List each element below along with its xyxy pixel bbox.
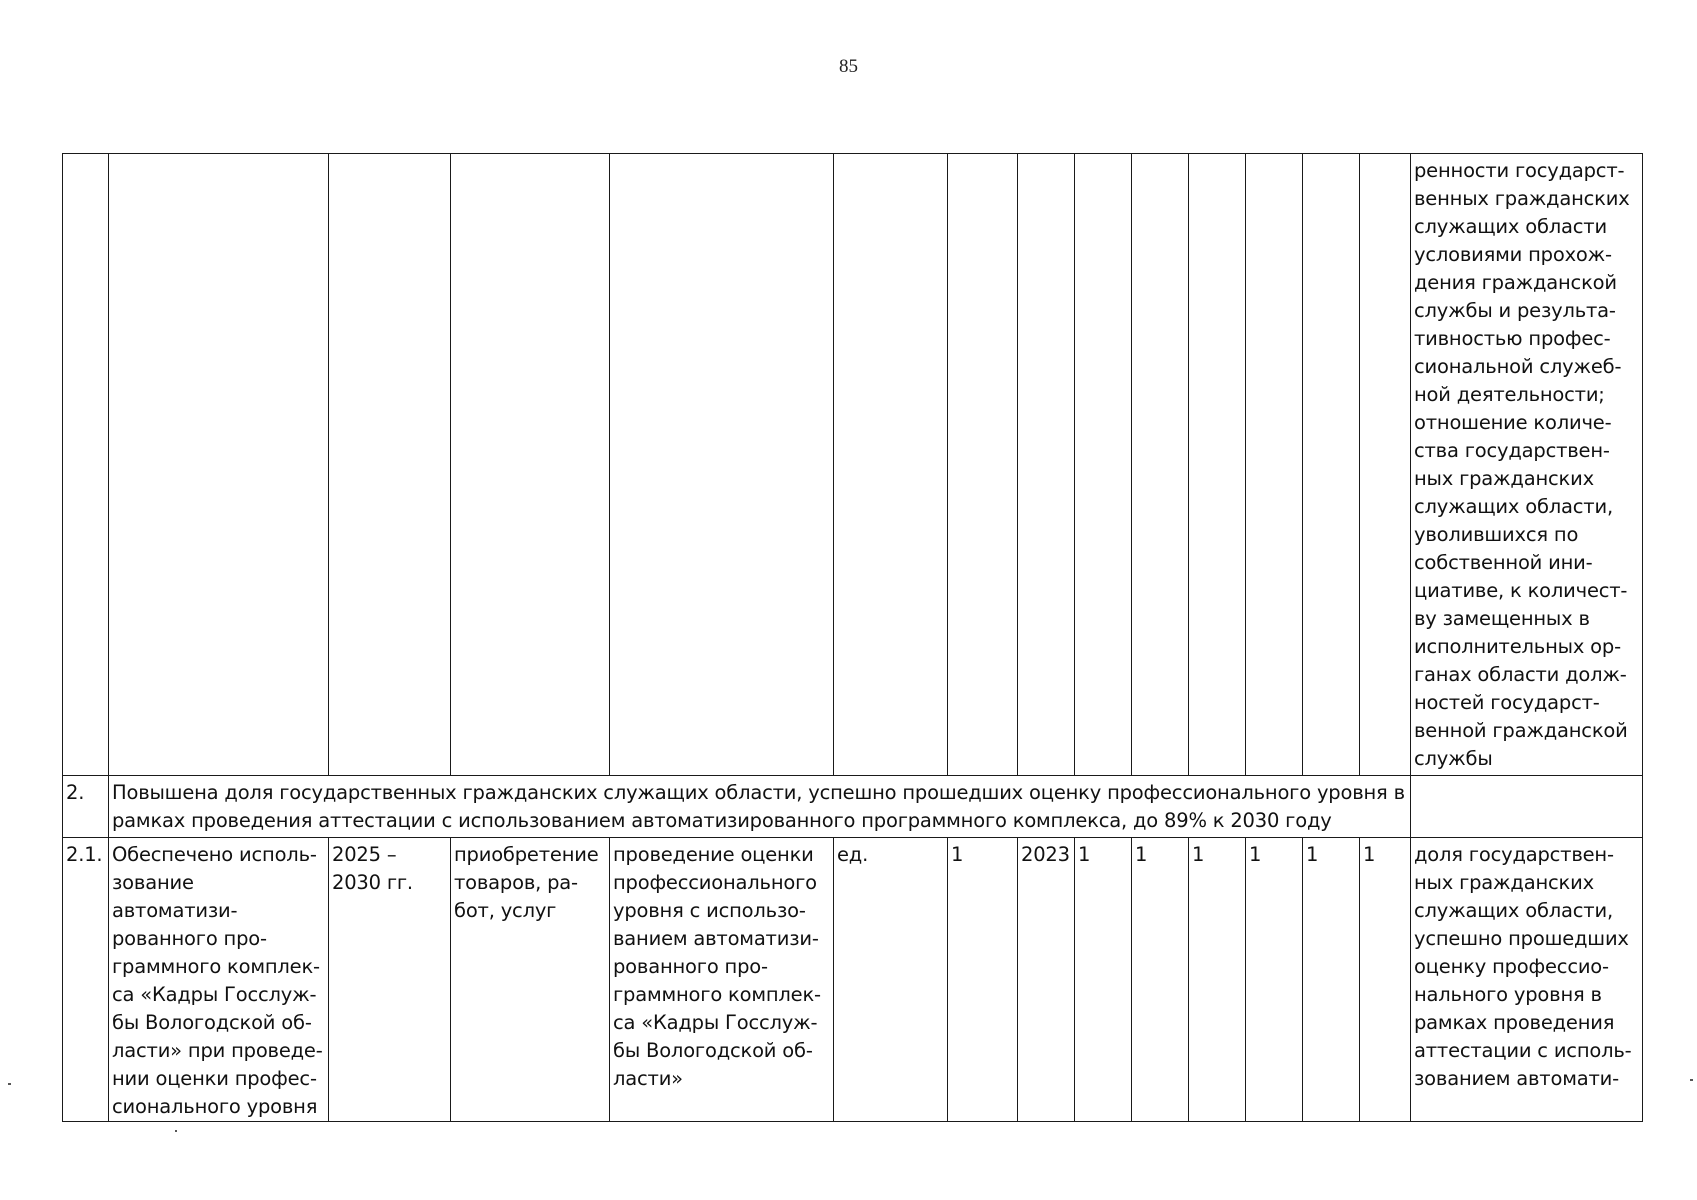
scan-speck [175, 1130, 177, 1132]
value-cell: 1 [1360, 838, 1411, 1122]
cell-empty [948, 154, 1018, 776]
cell-empty [1189, 154, 1246, 776]
cell-empty [63, 154, 109, 776]
value-cell: 1 [1246, 838, 1303, 1122]
cell-empty [834, 154, 948, 776]
period-cell: 2025 – 2030 гг. [329, 838, 451, 1122]
cell-empty [1246, 154, 1303, 776]
cell-empty [329, 154, 451, 776]
section-text: Повышена доля государственных гражданских служащих области, успешно прошедших оценку профессионального уровня в рамках проведения аттестации с использованием автоматизированного программного комплекса, до 89% к 2030 году [109, 776, 1411, 838]
value-cell: 1 [1303, 838, 1360, 1122]
item-row [63, 838, 1643, 1122]
scan-speck [1690, 1079, 1693, 1081]
page-number: 85 [839, 56, 858, 77]
cell-empty [1411, 776, 1643, 838]
continuation-row [63, 154, 1643, 776]
cell-empty [109, 154, 329, 776]
value-cell: 1 [1075, 838, 1132, 1122]
value-cell: 1 [1189, 838, 1246, 1122]
indicator-cell: доля государствен- ных гражданских служащих области, успешно прошедших оценку профессио- нального уровня в рамках проведения аттестации с исполь- зованием автомати- [1411, 838, 1643, 1122]
value-cell: 1 [1132, 838, 1189, 1122]
cell-empty [1360, 154, 1411, 776]
type-cell: приобретение товаров, ра- бот, услуг [451, 838, 610, 1122]
cell-empty [451, 154, 610, 776]
section-row [63, 776, 1643, 838]
base-value-cell: 1 [948, 838, 1018, 1122]
cell-empty [610, 154, 834, 776]
scan-speck [8, 1083, 11, 1085]
result-cell: Обеспечено исполь- зование автоматизи- рованного про- граммного комплек- са «Кадры Госслуж- бы Вологодской об- ласти» при проведе- нии оценки профес- сионального уровня [109, 838, 329, 1122]
indicator-cell: ренности государст- венных гражданских служащих области условиями прохож- дения гражданской службы и результа- тивностью профес- сиональной служеб- ной деятельности; отношение количе- ства государствен- ных гражданских служащих области, уволившихся по собственной ини- циативе, к количест- ву замещенных в исполнительных ор- ганах области долж- ностей государст- венной гражданской службы [1411, 154, 1643, 776]
section-number: 2. [63, 776, 109, 838]
unit-cell: ед. [834, 838, 948, 1122]
base-year-cell: 2023 [1018, 838, 1075, 1122]
cell-empty [1018, 154, 1075, 776]
characteristic-cell: проведение оценки профессионального уровня с использо- ванием автоматизи- рованного про- граммного комплек- са «Кадры Госслуж- бы Вологодской об- ласти» [610, 838, 834, 1122]
cell-empty [1132, 154, 1189, 776]
cell-empty [1075, 154, 1132, 776]
cell-empty [1303, 154, 1360, 776]
item-number: 2.1. [63, 838, 109, 1122]
document-table [62, 153, 1643, 1122]
